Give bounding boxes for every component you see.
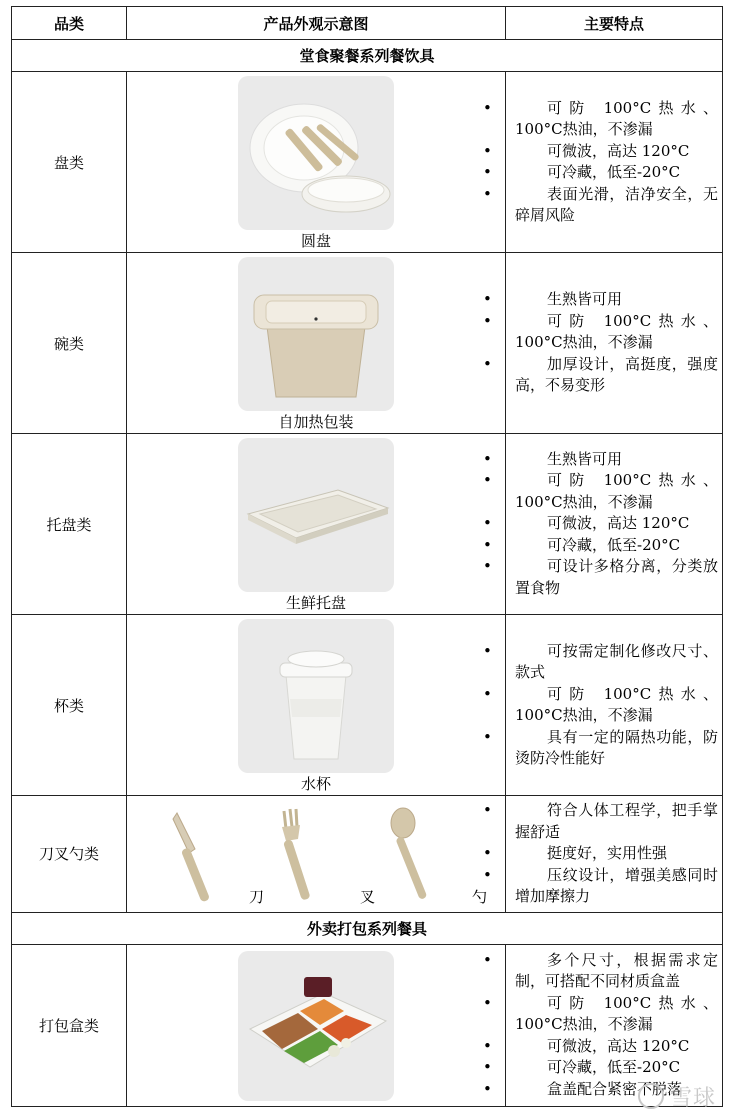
image-caption: 生鲜托盘 (285, 593, 346, 612)
feature-item: • 可设计多格分离，分类放置食物 (515, 556, 718, 599)
fork-icon (272, 805, 342, 905)
spoon-icon (385, 805, 455, 905)
spoon-label: 勺 (472, 887, 488, 906)
snowball-icon (638, 1083, 664, 1109)
category-cell: 盘类 (12, 72, 127, 253)
features-cell (506, 796, 723, 913)
header-category: 品类 (12, 7, 127, 40)
feature-item: • 可按需定制化修改尺寸、款式 (515, 641, 718, 684)
feature-item: • 可微波，高达 120°C (515, 1036, 718, 1058)
feature-item: • 可防 100°C热水、100°C热油，不渗漏 (515, 98, 718, 141)
feature-item: • 具有一定的隔热功能，防烫防冷性能好 (515, 727, 718, 770)
feature-item: • 加厚设计，高挺度，强度高，不易变形 (515, 354, 718, 397)
feature-item: • 可冷藏，低至-20°C (515, 535, 718, 557)
feature-item: • 多个尺寸，根据需求定制，可搭配不同材质盒盖 (515, 950, 718, 993)
watermark-text: 雪球 (669, 1086, 716, 1111)
plate-photo (238, 76, 394, 230)
category-cell: 托盘类 (12, 434, 127, 615)
header-row (12, 7, 723, 40)
category-cell: 杯类 (12, 615, 127, 796)
table-row (12, 615, 723, 796)
feature-item: • 可微波，高达 120°C (515, 513, 718, 535)
knife-icon (167, 805, 237, 905)
table-row (12, 944, 723, 1106)
feature-item: • 生熟皆可用 (515, 289, 718, 311)
category-cell: 打包盒类 (12, 944, 127, 1106)
feature-item: • 可防 100°C热水、100°C热油，不渗漏 (515, 470, 718, 513)
features-cell (506, 615, 723, 796)
image-caption: 水杯 (300, 774, 331, 793)
header-features: 主要特点 (506, 7, 723, 40)
feature-item: • 可防 100°C热水、100°C热油，不渗漏 (515, 684, 718, 727)
table-row (12, 253, 723, 434)
image-caption: 圆盘 (300, 231, 331, 250)
section-title: 外卖打包系列餐具 (12, 912, 723, 944)
fork-label: 叉 (360, 887, 376, 906)
feature-item: • 可防 100°C热水、100°C热油，不渗漏 (515, 311, 718, 354)
features-cell (506, 253, 723, 434)
feature-item: • 可防 100°C热水、100°C热油，不渗漏 (515, 993, 718, 1036)
tray-photo (238, 438, 394, 592)
section-dine-in (12, 40, 723, 72)
image-caption: 自加热包装 (278, 412, 354, 431)
feature-item: • 符合人体工程学，把手掌握舒适 (515, 800, 718, 843)
features-cell (506, 72, 723, 253)
header-image: 产品外观示意图 (127, 7, 506, 40)
feature-item: • 生熟皆可用 (515, 449, 718, 471)
bowl-photo (238, 257, 394, 411)
category-cell: 碗类 (12, 253, 127, 434)
feature-item: • 盒盖配合紧密不脱落 (515, 1079, 718, 1101)
section-title: 堂食聚餐系列餐饮具 (12, 40, 723, 72)
table-row (12, 796, 723, 913)
feature-item: • 挺度好，实用性强 (515, 843, 718, 865)
table-row (12, 434, 723, 615)
takeaway-box-photo (238, 951, 394, 1101)
table-row (12, 72, 723, 253)
feature-item: • 可冷藏，低至-20°C (515, 1057, 718, 1079)
feature-item: • 压纹设计，增强美感同时增加摩擦力 (515, 865, 718, 908)
cup-photo (238, 619, 394, 773)
feature-item: • 可冷藏，低至-20°C (515, 162, 718, 184)
cutlery-images (127, 799, 505, 909)
product-table (11, 6, 723, 1107)
watermark (638, 1081, 716, 1112)
features-cell (506, 434, 723, 615)
section-takeaway (12, 912, 723, 944)
category-cell: 刀叉勺类 (12, 796, 127, 913)
feature-item: • 可微波，高达 120°C (515, 141, 718, 163)
knife-label: 刀 (249, 887, 265, 906)
feature-item: • 表面光滑，洁净安全，无碎屑风险 (515, 184, 718, 227)
